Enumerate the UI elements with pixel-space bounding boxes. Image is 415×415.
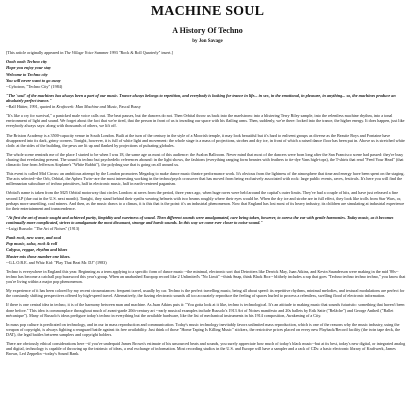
body-paragraph: If there is one central idea in techno, it is of the harmony between man and machine. As Juan Atkins puts it: "You gotta look at it like, techno is technological. It's an attitude to making music that sounds futuristic: something that haven't been done before." This idea is commonplace throughout much of avant-garde 20th-century art --early musical examples include Russolo's 1913 Art of Noises manifesto and 20s ballets by Erik Satie ("Relâche") and George Antheil ("Ballet mécanique"). Many of Russolo's ideas prefigure today's techno in everything but the available hardware, like the list of mechanical instruments in his 1914 composition, Awakening of a City. <box>6 302 405 318</box>
body-paragraph: My experience of it has been colored by my recent circumstances: frequent travel, usually by car. Techno is the perfect travelling music, being all about speed: its repetitive rhythms, minimal melodies, and textural modulations are perfect for the constantly shifting perspectives offered by high-speed travel. Alternatively, the fizzing electronic sounds all too accurately reproduce the feeling of spaces hurled to process a relentless, swelling flood of electronic information. <box>6 288 405 299</box>
lyric-line: Hope you enjoy your stay <box>6 65 51 71</box>
lyric-line: Punk rock, new wave, and soul <box>6 235 62 241</box>
article-subtitle: A History Of Techno <box>172 26 243 35</box>
lyric-line: Welcome to Techno city <box>6 71 48 77</box>
quote-text: "The 'soul' of the machines has always been a part of our music. Trance always belongs to repetition, and everybody is looking for trance in life... in sex, in the emotional, in pleasure, in anything... so, the machines produce an absolutely perfect trance." <box>6 93 396 104</box>
publication-note <box>6 50 409 55</box>
byline: by Jon Savage <box>192 39 223 44</box>
epigraph-attribution: --G.L.O.B.E. and Whiz Kid: "Play That Beat Mr. DJ" (1983) <box>6 259 107 265</box>
quote-text: "At first the art of music sought and achieved purity, limpidity and sweetness of sound. Then different sounds were amalgamated, care being taken, however, to caress the ear with gentle harmonies. Today music, as it becomes continually more complicated, strives to amalgamate the most dissonant, strange and harsh sounds. In this way we come ever closer to noise-sound." <box>6 214 394 225</box>
lyric-line: Oooh oooh Techno city <box>6 59 48 65</box>
page-title: MACHINE SOUL <box>150 4 265 19</box>
epigraph-russolo <box>6 215 409 231</box>
lyric-line: Master mix those number one blues. <box>6 253 71 259</box>
epigraph-attribution <box>6 104 409 109</box>
epigraph-cybotron <box>6 59 409 89</box>
attribution-prefix: --Ralf Hütter, 1991, quoted in <box>6 104 57 110</box>
attribution-work: Kraftwerk: Man Machine and Music <box>56 104 118 110</box>
body-paragraph: Techno is everywhere in England this year. Beginning as a term applying to a specific form of dance music --the minimal, electronic sort that Detroiters like Derrick May, Juan Atkins, and Kevin Saunderson were making in the mid '80s-- techno has become a catchall pop buzzword this year's group. When an unabashed Europop record like 2 Unlimited's "No Limit" --think Snap, think Black Box-- blithely includes a rap that goes "Techno techno techno techno," you know that you're living within a major pop phenomenon. <box>6 268 406 285</box>
epigraph-attribution: --Cybotron, "Techno City" (1984) <box>6 83 63 89</box>
note-prefix: [This article originally appeared in <box>6 50 65 55</box>
lyric-line: You will never want to go away <box>6 77 61 83</box>
lyric-line: Pop music, salsa, rock & roll <box>6 241 58 247</box>
body-paragraph: The whole scene reminds me of the place I started to be when I was 18, the same age as most of this audience: the Avalon Ballroom. Never mind that most of the dancers were born long after the San Francisco scene had passed: they're busy chasing that everlasting present. The sound is techno but psychedelic references abound: in the light shows, the fashions (everything ranging form beanies with feathers to tie-dye Vans high-tops), the T-shirts that read "Feed Your Head" (that climactic line from Jefferson Airplane's "White Rabbit"), the polydrug use that is going on all around us. <box>6 151 404 168</box>
body-paragraph: Orbital's name is taken from the M25 Orbital motorway that circles London: at raves from the period, three years ago, when huge raves were held around the capital's outer limits. They've had a couple of hits, and have just released a fine second LP (due out in the U.S. next month). Tonight, they stand behind their synths wearing helmets with two beams roughly where their eyes would be. When the dry ice and strobe are in full effect, they look like trolls from Star Wars, or, perhaps more unsettling, coal miners. And then, as the music draws to a climax, it is this that is the point: it's an industrial phenomenon. Now that England has lost most of its heavy industry, its children are simulating at industrial experience for their entertainment and transcendence. <box>6 190 405 211</box>
epigraph-hutter <box>6 93 409 109</box>
publication-name: The Village Voice <box>64 50 94 55</box>
note-suffix: Summer 1993 "Rock & Roll Quarterly" insert.] <box>93 50 173 55</box>
epigraph-globe <box>6 235 409 265</box>
article <box>6 0 409 415</box>
attribution-suffix: , Pascal Bussy <box>117 104 141 110</box>
body-paragraph: The Brixton Academy is a 3500-capacity venue in South London. Built at the turn of the century in the style of a Moorish temple, it may look beautiful but it's hard to enlivent groups as diverse as the Beastie Boys and Fontaine have disappeared into its dark, grimy corners. Tonight, however, it is full of white light and movement: the whole stage is a mass of projections, strobes and dry ice, in front of which a raised dance floor has been put in. Above us is stretched white cloth: at the sides of the building, the pews are lit up and flanked by projections of pulsating globules. <box>6 132 405 148</box>
body-paragraph: There are obviously ethical considerations here --if you've underpaid James Brown's estimate of his unsourced beats and sounds, you surely appreciate how much of today's black music--but at its best, today's new digital, or integrated analog and digital, technology is capable of throwing up the intrinsic of ideas, a real exchange of information. Most recording studios in the U.S. and Europe will have a sampler and a rack of CDs: a basic electronic library of Kraftwerk, James Brown, Led Zeppelin --today's Sound Bank. <box>6 341 406 357</box>
body-paragraph: In mass pop culture is predicated on technology, and in our in mass reproduction and communication. Today's music technology inevitably favors unlimited mass reproduction, which is one of the reasons why the music industry, using the weapon of copyright, is always fighting a rearguard battle against its free availability. Just think of those "Home Taping Is Killing Music" stickers, the restrictive prices placed on every new Playback/Record facility (the twin tape deck, the DAT), the legal battles between samplers and copyright holders. <box>6 321 401 337</box>
epigraph-attribution: --Luigi Russolo: "The Art of Noises" (1913) <box>6 225 80 231</box>
body-paragraph: "It's like a cry for survival," a panicked male voice calls out. The beat pauses, but the dancers do not. Then Orbital throw us back into the maelstrom: into a blistering Terry Riley sample, into the relentless machine rhythm, into a tonal environment of light and sound. We forget about the fact that we're tired, that the person in front of us is invading our space with his flailing arms. Then, suddenly, we're there: locked into the trance, the higher energy. It does happen, just like everybody always says: along with thousands of others, we lift off. <box>6 113 405 129</box>
body-paragraph: This event is called Mid Circus: an ambitious attempt by the London promoters Megadog to make dance music theatre performance work. It's obvious from the lightness of the atmosphere that time and energy have been spent on the staging. The acts selected--the Orb, Orbital, the Aphex Twin--are the most interesting working in the techno/psych crossover that has moved from being exclusively associated with rock: large public events, raves, festivals. It's here you will find the millennarian subculture of techno primitives, half in electronic music, half in earth-centered paganism. <box>6 171 405 187</box>
lyric-line: Calypso, reggae, rhythm and blues <box>6 247 68 253</box>
